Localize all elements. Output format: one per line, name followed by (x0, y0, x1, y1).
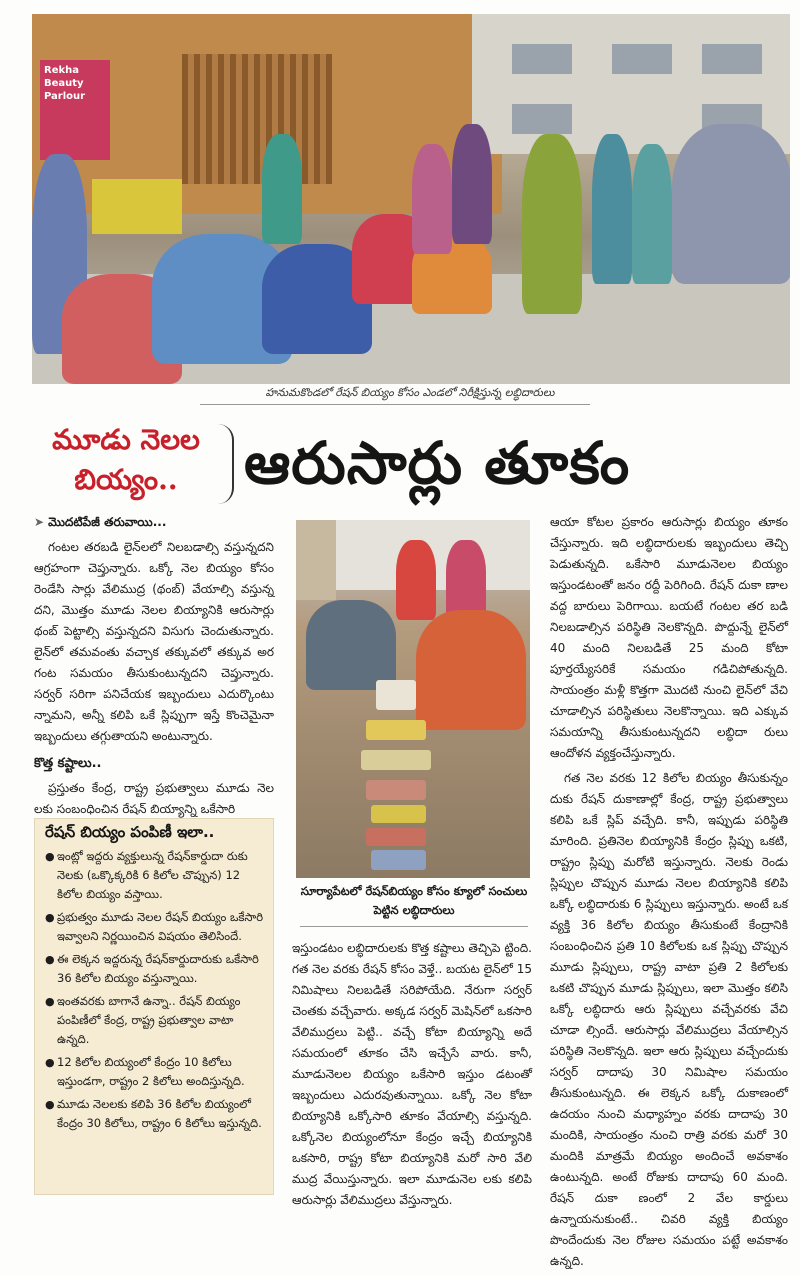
chevron-right-icon: ➤ (34, 515, 45, 529)
top-photo (32, 14, 790, 384)
paragraph: ఇస్తుండటం లబ్ధిదారులకు కొత్త కష్టాలు తెచ్చిపె ట్టింది. గత నెల వరకు రేషన్ కోసం వెళ్తే.. బయట లైన్‌లో 15 నిమిషాలు నిలబడితే సరిపోయేది. నేరుగా సర్వర్ చెంతకు వచ్చేవారు. అక్కడ సర్వర్ మెషిన్‌లో ఒకసారి వేలిముద్రలు పెట్టి.. వచ్చే కోటా బియ్యాన్ని అదే సమయంలో తూకం చేసి ఇచ్చేసే వారు. కానీ, మూడునెలల బియ్యం ఒకేసారి ఇస్తుం డటంతో ఇబ్బందులు ఎదురవుతున్నాయి. ఒక్కో నెల కోటా బియ్యానికి ఒక్కోసారి తూకం వేయాల్సి వస్తున్నది. ఒక్కోనెల బియ్యంలోనూ కేంద్రం ఇచ్చే బియ్యానికి ఒకసారి, రాష్ట్ర కోటా బియ్యానికి మరో సారి వేలి ముద్ర వేయిస్తున్నారు. ఇలా మూడునెల లకు కలిపి ఆరుసార్లు వేలిముద్రలు వేస్తున్నారు. (292, 941, 532, 1207)
column-2 (292, 938, 532, 1215)
list-item: ● ఈ లెక్కన ఇద్దరున్న రేషన్‌కార్డుదారుకు ఒకేసారి 36 కిలోల బియ్యం వస్తున్నాయి. (45, 952, 259, 985)
bullet-icon: ● (45, 850, 55, 863)
info-box-list (35, 847, 273, 1133)
paragraph: ఆయా కోటల ప్రకారం ఆరుసార్లు బియ్యం తూకం చేస్తున్నారు. ఇది లబ్ధిదారులకు ఇబ్బందులు తెచ్చి పెడుతున్నది. ఒకేసారి మూడునెలల బియ్యం ఇస్తుండటంతో జనం రద్దీ పెరిగింది. రేషన్ దుకా ణాల వద్ద బారులు పెరిగాయి. బయటే గంటల తర బడి నిలబడాల్సిన పరిస్థితి నెలకొన్నది. పొద్దున్నే లైన్‌లో 40 మంది నిలబడితే 25 మంది కోటా పూర్తయ్యేసరికే సమయం గడిచిపోతున్నది. సాయంత్రం మళ్లీ కొత్తగా మొదటి నుంచి లైన్‌లో వేచి చూడాల్సిన పరిస్థితులు నెలకొన్నాయి. ఇది ఎక్కువ సమయాన్ని తీసుకుంటున్నదని లబ్ధిదా రులు ఆందోళన వ్యక్తంచేస్తున్నారు. (550, 515, 788, 760)
bullet-icon: ● (45, 1056, 55, 1069)
top-photo-caption: హనుమకొండలో రేషన్ బియ్యం కోసం ఎండలో నిరీక్షిస్తున్న లబ్ధిదారులు (265, 386, 555, 399)
info-box-title: రేషన్ బియ్యం పంపిణీ ఇలా.. (45, 823, 215, 841)
continued-from: ➤ మొదటిపేజీ తరువాయి... (34, 515, 167, 529)
bullet-icon: ● (45, 953, 55, 966)
subheading: కొత్త కష్టాలు.. (34, 756, 102, 771)
info-box (34, 818, 274, 1195)
list-item: ● ఇంట్లో ఇద్దరు వ్యక్తులున్న రేషన్‌కార్డుదా రుకు నెలకు (ఒక్కొక్కరికి 6 కిలోల చొప్పున) 12 కిలోల బియ్యం వస్తాయి. (45, 849, 248, 901)
paragraph: గంటల తరబడి లైన్‌లలో నిలబడాల్సి వస్తున్నదని ఆగ్రహంగా చెప్తున్నారు. ఒక్కో నెల బియ్యం కోసం రెండేసి సార్లు వేలిముద్ర (థంబ్) వేయాల్సి వస్తున్న దని, మొత్తం మూడు నెలల బియ్యానికి ఆరుసార్లు థంబ్ పెట్టాల్సి వస్తున్నదని విసుగు చెందుతున్నారు. లైన్‌లో తమవంతు వచ్చాక తక్కువలో తక్కువ అర గంట సమయం తీసుకుంటున్నదని చెప్తున్నారు. సర్వర్ సరిగా పనిచేయక ఇబ్బందులు ఎదుర్కొంటు న్నామని, అన్నీ కలిపి ఒకే స్లిప్పుగా ఇస్తే కొంచెమైనా ఇబ్బందులు తగ్గుతాయని అంటున్నారు. (34, 540, 274, 743)
paragraph: ప్రస్తుతం కేంద్ర, రాష్ట్ర ప్రభుత్వాలు మూడు నెల లకు సంబంధించిన రేషన్ బియ్యాన్ని ఒకేసారి (34, 781, 274, 816)
shop-sign: Rekha Beauty Parlour (40, 60, 110, 160)
headline-kicker: మూడు నెలల బియ్యం.. (52, 423, 200, 496)
column-3 (550, 512, 788, 1276)
bullet-icon: ● (45, 1098, 55, 1111)
bullet-icon: ● (45, 995, 55, 1008)
list-item: ● మూడు నెలలకు కలిపి 36 కిలోల బియ్యంలో కేంద్రం 30 కిలోలు, రాష్ట్రం 6 కిలోలు ఇస్తున్నది. (45, 1097, 262, 1130)
list-item: ● ప్రభుత్వం మూడు నెలల రేషన్ బియ్యం ఒకేసారి ఇవ్వాలని నిర్ణయించిన విషయం తెలిసిందే. (45, 910, 264, 943)
list-item: ● ఇంతవరకు బాగానే ఉన్నా.. రేషన్ బియ్యం పంపిణీలో కేంద్ర, రాష్ట్ర ప్రభుత్వాల వాటా ఉన్నది. (45, 994, 241, 1046)
middle-photo (296, 520, 530, 878)
middle-photo-caption: సూర్యాపేటలో రేషన్‌బియ్యం కోసం క్యూలో సంచులు పెట్టిన లబ్ధిదారులు (300, 884, 528, 917)
headline-bracket (218, 424, 234, 504)
list-item: ● 12 కిలోల బియ్యంలో కేంద్రం 10 కిలోలు ఇస్తుండగా, రాష్ట్రం 2 కిలోలు అందిస్తున్నది. (45, 1055, 245, 1088)
paragraph: గత నెల వరకు 12 కిలోల బియ్యం తీసుకున్నం దుకు రేషన్ దుకాణాల్లో కేంద్ర, రాష్ట్ర ప్రభుత్వాలు కలిపి ఒకే స్లిప్ వచ్చేది. కానీ, ఇప్పుడు పరిస్థితి మారింది. ప్రతినెల బియ్యానికి కేంద్రం స్లిప్పు ఒకటి, రాష్ట్రం స్లిప్పు మరోటి ఇస్తున్నారు. నెలకు రెండు స్లిప్పుల చొప్పున మూడు నెలల బియ్యానికి కలిపి ఒక్కో లబ్ధిదారుకు 6 స్లిప్పులు ఇస్తున్నారు. అంటే ఒక వ్యక్తి 36 కిలోల బియ్యం తీసుకుంటే కేంద్రానికి సంబంధించిన ప్రతి 10 కిలోలకు ఒక స్లిప్పు చొప్పున మూడు స్లిప్పులు, రాష్ట్ర వాటా ప్రతి 2 కిలోలకు ఒకటి చొప్పున మూడు స్లిప్పులు, ఇలా మొత్తం కలిసి ఒక్కో లబ్ధిదారు ఆరు స్లిప్పులు వచ్చేవరకు వేచి చూడా ల్సిందే. ఆరుసార్లు వేలిముద్రలు వేయాల్సిన పరిస్థితి నెలకొన్నది. ఇలా ఆరు స్లిప్పులు వచ్చేందుకు సర్వర్ దాదాపు 30 నిమిషాల సమయం తీసుకుంటున్నది. ఈ లెక్కన ఒక్కో దుకాణంలో ఉదయం నుంచి మధ్యాహ్నం వరకు దాదాపు 30 మందికి, సాయంత్రం నుంచి రాత్రి వరకు మరో 30 మందికి మాత్రమే బియ్యం అందించే అవకాశం ఉంటున్నది. అంటే రోజుకు దాదాపు 60 మంది. రేషన్ దుకా ణంలో 2 వేల కార్డులు ఉన్నాయనుకుంటే.. చివరి వ్యక్తి బియ్యం పొందేందుకు నెల రోజుల సమయం పట్టే అవకాశం ఉన్నది. (550, 771, 788, 1268)
bullet-icon: ● (45, 911, 55, 924)
column-1 (34, 512, 274, 824)
headline-main: ఆరుసార్లు తూకం (244, 429, 631, 497)
